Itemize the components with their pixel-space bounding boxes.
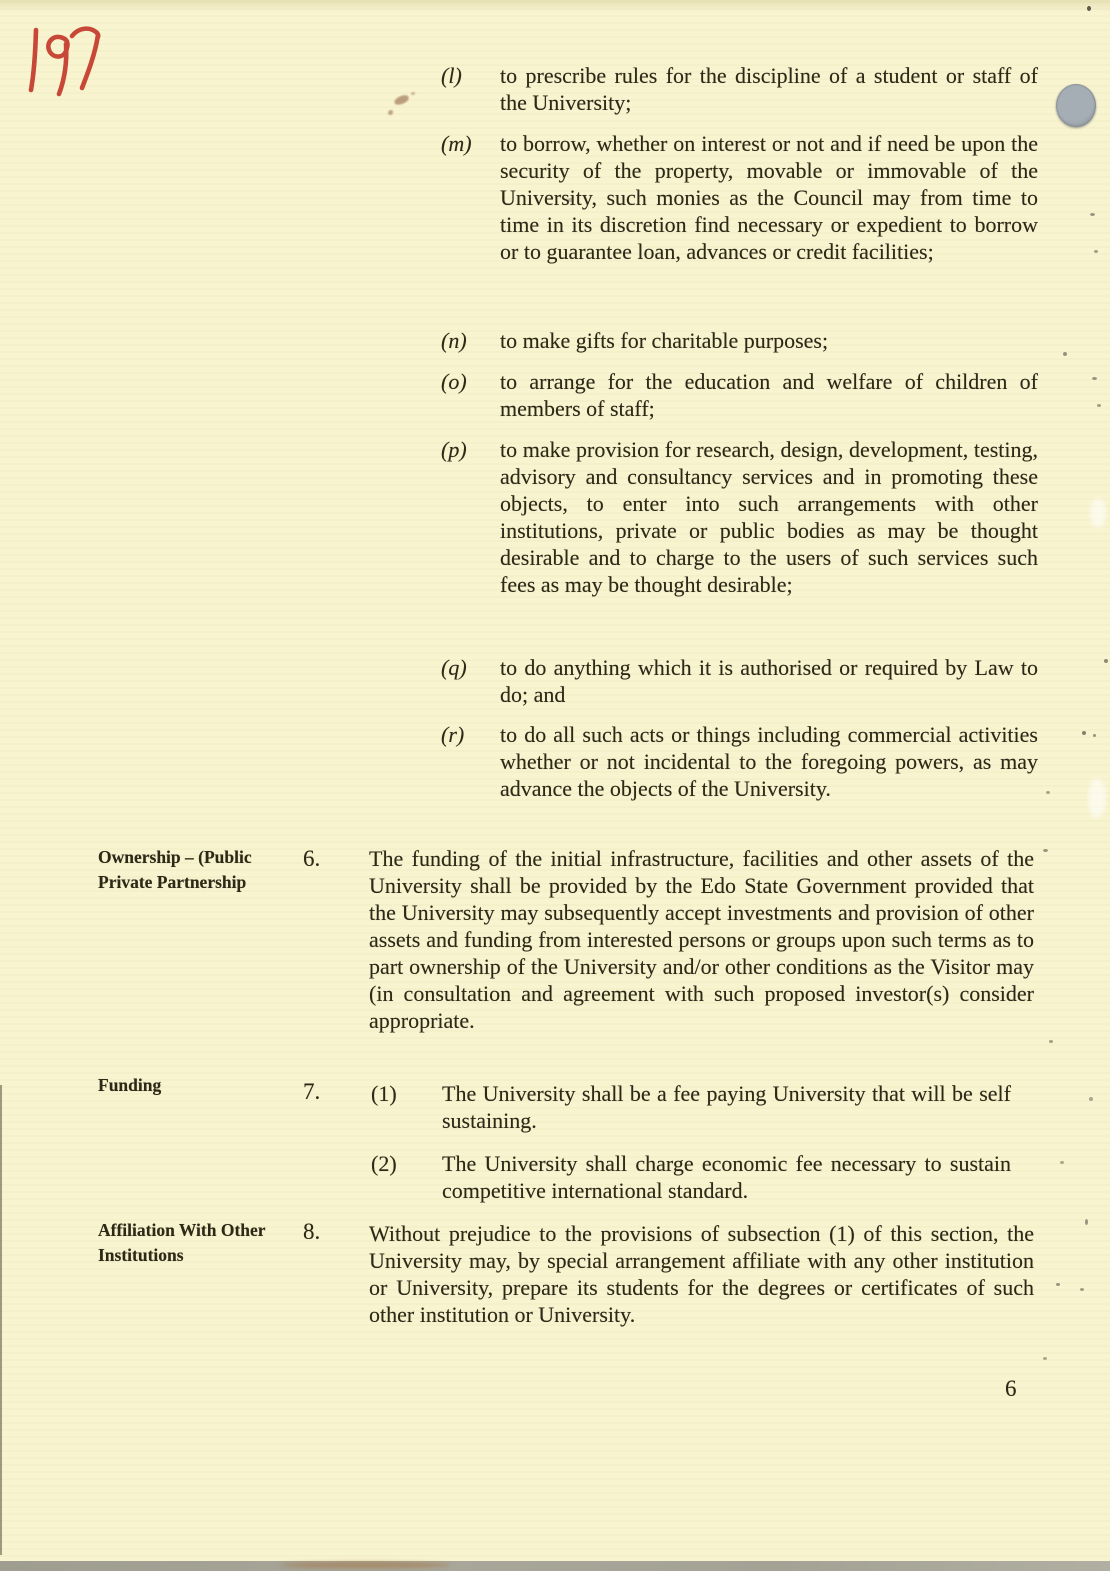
clause-text: to do all such acts or things including commercial activities whether or not incidental to the foregoing powers, as may advance the objects of the University.	[500, 722, 1038, 801]
subsection-text: The University shall be a fee paying University that will be self sustaining.	[442, 1081, 1011, 1133]
clause-text: to borrow, whether on interest or not and if need be upon the security of the property, movable or immovable of the University, such monies as the Council may from time to time in its discretion find necessary or expedient to borrow or to guarantee loan, advances or credit facilities;	[500, 131, 1038, 264]
clause-text: to make gifts for charitable purposes;	[500, 328, 829, 353]
clause-label: (p)	[441, 437, 467, 462]
section-number: 8.	[303, 1219, 321, 1244]
margin-note: Affiliation With Other Institutions	[98, 1220, 266, 1265]
clause-item	[441, 130, 1041, 265]
margin-note: Ownership – (Public Private Partnership	[98, 847, 252, 892]
subsection-label: (2)	[371, 1151, 397, 1176]
handwritten-page-number	[16, 18, 116, 108]
clause-item	[441, 62, 1041, 116]
subsection-item	[371, 1150, 1011, 1204]
subsection-label: (1)	[371, 1081, 397, 1106]
subsection-text: The University shall charge economic fee necessary to sustain competitive international standard.	[442, 1151, 1011, 1203]
clause-text: to prescribe rules for the discipline of a student or staff of the University;	[500, 63, 1038, 115]
section-text: Without prejudice to the provisions of subsection (1) of this section, the University may, by special arrangement affiliate with any other institution or University, prepare its students for the degrees or certificates of such other institution or University.	[369, 1221, 1034, 1327]
subsection-item	[371, 1080, 1011, 1134]
clause-text: to arrange for the education and welfare of children of members of staff;	[500, 369, 1038, 421]
clause-label: (m)	[441, 131, 472, 156]
page-number: 6	[1005, 1376, 1017, 1401]
clause-item	[441, 436, 1041, 598]
clause-item	[441, 654, 1041, 708]
clause-label: (n)	[441, 328, 467, 353]
clause-label: (l)	[441, 63, 462, 88]
clause-label: (q)	[441, 655, 467, 680]
left-edge-shadow	[0, 1085, 2, 1555]
clause-label: (o)	[441, 369, 467, 394]
section-number: 6.	[303, 846, 321, 871]
section-number: 7.	[303, 1079, 321, 1104]
margin-note: Funding	[98, 1075, 162, 1095]
section-text: The funding of the initial infrastructure, facilities and other assets of the University shall be provided by the Edo State Government provided that the University may subsequently accept investments and provision of other assets and funding from interested persons or groups upon such terms as to part ownership of the University and/or other conditions as the Visitor may (in consultation and agreement with such proposed investor(s) consider appropriate.	[369, 846, 1034, 1033]
clause-text: to do anything which it is authorised or required by Law to do; and	[500, 655, 1038, 707]
punch-hole-mark	[1056, 84, 1096, 127]
clause-item	[441, 721, 1041, 802]
clause-item	[441, 327, 1041, 354]
clause-text: to make provision for research, design, development, testing, advisory and consultancy services and in promoting these objects, to enter into such arrangements with other institutions, private or public bodies as may be thought desirable and to charge to the users of such services such fees as may be thought desirable;	[500, 437, 1038, 597]
bottom-edge-shadow	[0, 1561, 1110, 1571]
clause-label: (r)	[441, 722, 465, 747]
clause-item	[441, 368, 1041, 422]
